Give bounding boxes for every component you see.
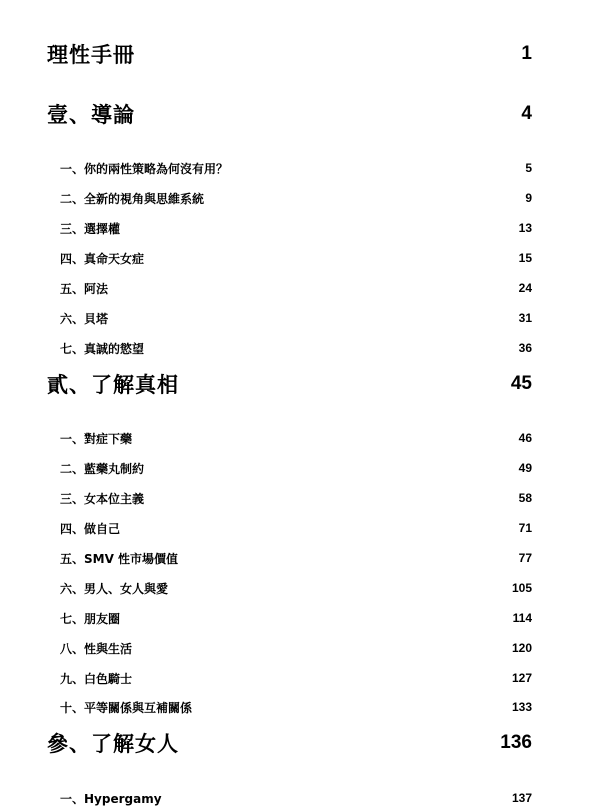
toc-section-title: 九、白色騎士 <box>60 671 133 686</box>
toc-section-page: 5 <box>525 161 532 175</box>
toc-section-page: 77 <box>518 551 532 565</box>
toc-section[interactable] <box>0 309 600 327</box>
toc-section-page: 49 <box>518 461 532 475</box>
toc-chapter-page: 4 <box>521 103 532 124</box>
toc-section[interactable] <box>0 639 600 657</box>
toc-chapter-3[interactable] <box>0 728 600 758</box>
toc-section-title: 八、性與生活 <box>60 641 133 656</box>
toc-section-title: 四、真命天女症 <box>60 251 145 266</box>
toc-section-title: 一、Hypergamy <box>60 791 162 806</box>
toc-section-page: 105 <box>511 581 532 595</box>
toc-section[interactable] <box>0 549 600 567</box>
toc-section-page: 15 <box>518 251 532 265</box>
toc-section[interactable] <box>0 279 600 297</box>
toc-section[interactable] <box>0 459 600 477</box>
toc-section[interactable] <box>0 669 600 687</box>
toc-section-page: 127 <box>511 671 532 685</box>
toc-section-title: 六、男人、女人與愛 <box>60 581 169 596</box>
toc-section-title: 一、對症下藥 <box>60 431 133 446</box>
toc-section[interactable] <box>0 579 600 597</box>
toc-section-title: 四、做自己 <box>60 521 121 536</box>
toc-section[interactable] <box>0 429 600 447</box>
toc-chapter-page: 136 <box>500 732 532 753</box>
toc-section[interactable] <box>0 789 600 807</box>
toc-section-page: 31 <box>518 311 532 325</box>
toc-section-title: 三、選擇權 <box>60 221 121 236</box>
toc-section-page: 137 <box>511 791 532 805</box>
toc-section[interactable] <box>0 159 600 177</box>
toc-section-title: 二、全新的視角與思維系統 <box>60 191 205 206</box>
toc-section-page: 36 <box>518 341 532 355</box>
toc-chapter-1[interactable] <box>0 99 600 129</box>
toc-section-title: 五、SMV 性市場價值 <box>60 551 179 566</box>
toc-section-title: 六、貝塔 <box>60 311 109 326</box>
toc-section-page: 9 <box>525 191 532 205</box>
toc-section[interactable] <box>0 489 600 507</box>
toc-section-page: 133 <box>511 700 532 714</box>
toc-section-title: 十、平等關係與互補關係 <box>60 700 193 715</box>
toc-section[interactable] <box>0 609 600 627</box>
toc-section-title: 一、你的兩性策略為何沒有用？ <box>60 161 229 176</box>
toc-section-page: 71 <box>518 521 532 535</box>
toc-section-page: 120 <box>511 641 532 655</box>
toc-section[interactable] <box>0 189 600 207</box>
toc-section-page: 46 <box>518 431 532 445</box>
toc-section-page: 58 <box>518 491 532 505</box>
toc-chapter-title: 參、了解女人 <box>47 732 179 756</box>
toc-section-title: 五、阿法 <box>60 281 109 296</box>
toc-section-title: 二、藍藥丸制約 <box>60 461 145 476</box>
toc-section[interactable] <box>0 219 600 237</box>
toc-section-title: 三、女本位主義 <box>60 491 145 506</box>
toc-section[interactable] <box>0 249 600 267</box>
toc-section-page: 24 <box>518 281 532 295</box>
toc-entry-title: 理性手冊 <box>47 43 135 67</box>
toc-entry-book[interactable] <box>0 39 600 69</box>
toc-section-title: 七、真誠的慾望 <box>60 341 145 356</box>
toc-chapter-2[interactable] <box>0 369 600 399</box>
toc-chapter-page: 45 <box>510 373 532 394</box>
toc-chapter-title: 貳、了解真相 <box>47 373 179 397</box>
toc-section-title: 七、朋友圈 <box>60 611 121 626</box>
toc-section-page: 13 <box>518 221 532 235</box>
toc-section[interactable] <box>0 339 600 357</box>
toc-chapter-title: 壹、導論 <box>47 103 135 127</box>
toc-section[interactable] <box>0 519 600 537</box>
toc-entry-page: 1 <box>521 43 532 64</box>
toc-section-page: 114 <box>512 611 532 625</box>
toc-section[interactable] <box>0 698 600 716</box>
